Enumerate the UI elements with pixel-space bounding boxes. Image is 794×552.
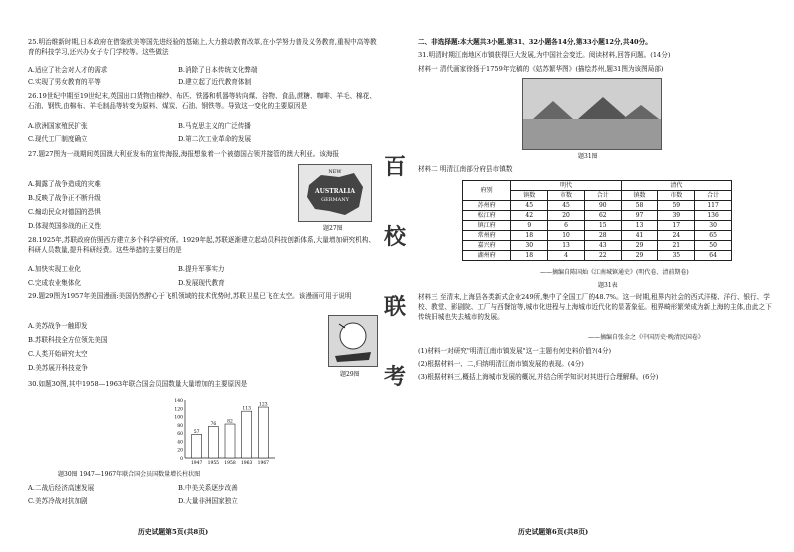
- option: B.提升军事实力: [178, 265, 225, 273]
- q27-options: [28, 180, 228, 232]
- table-cell: 13: [621, 221, 658, 231]
- table-subheader-cell: 镇数: [511, 191, 548, 201]
- table-subheader-cell: 市数: [548, 191, 585, 201]
- table-cell: 39: [658, 211, 695, 221]
- map-label: AUSTRALIA: [314, 188, 356, 195]
- table-subheader-cell: 市数: [658, 191, 695, 201]
- table-row: [463, 201, 732, 211]
- table-cell: 20: [548, 211, 585, 221]
- q29-caption: 题29图: [340, 371, 360, 378]
- table-row: [463, 231, 732, 241]
- y-tick-label: 100: [174, 415, 183, 421]
- banner-char: 校: [384, 225, 407, 250]
- table-cell: 镇江府: [463, 221, 511, 231]
- table-cell: 42: [511, 211, 548, 221]
- q26-options: [28, 122, 328, 132]
- option: A.适应了社会对人才的需求: [28, 66, 108, 74]
- un-members-bar-chart: [163, 392, 283, 468]
- bar: [225, 424, 235, 458]
- table-cell: 松江府: [463, 211, 511, 221]
- q25-stem: 25.明治维新时期,日本政府在借鉴欧美等国先进经验的基础上,大力推动教育改革,在小学努力普及义务教育,重视中高等教育的科技学习,还兴办女子专门学校等。这些做法: [28, 38, 377, 56]
- table-row: [463, 251, 732, 261]
- bar: [208, 427, 218, 458]
- option: C.煽动民众对德国的恐惧: [28, 207, 101, 216]
- table-cell: 18: [511, 231, 548, 241]
- table-cell: 29: [621, 251, 658, 261]
- q30-stem: 30.如题30图,其中1958—1963年联合国会员国数量大量增加的主要原因是: [28, 380, 248, 388]
- table-cell: 30: [695, 221, 732, 231]
- material-one: 材料一 清代画家徐扬于1759年完稿的《姑苏繁华图》(描绘苏州,题31图为该图局部): [418, 65, 664, 73]
- q26-stem: 26.19世纪中期至19世纪末,英国出口货物由棉纱、布匹、铁器和机器等转向煤、谷物、食品,蔗糖、咖啡、羊毛、棉花、石油、钢铁,由棉布、羊毛制品等转变为原料、煤炭、石油、钢铁等。导致这一变化的主要原因是: [28, 92, 376, 110]
- q31-figure-caption: 题31图: [578, 153, 598, 160]
- material-two-source: ——摘编自陈国灿《江南城镇通史》(明代卷、清前期卷): [540, 269, 689, 276]
- table-cell: 59: [658, 201, 695, 211]
- y-tick-label: 0: [180, 457, 183, 462]
- bar: [242, 411, 252, 458]
- data-label: 82: [227, 419, 233, 425]
- table-cell: 136: [695, 211, 732, 221]
- option: B.马克思主义的广泛传播: [178, 122, 251, 130]
- table-row: [463, 241, 732, 251]
- table-cell: 15: [584, 221, 621, 231]
- option: B.中美关系逐步改善: [178, 484, 238, 492]
- table-header-cell: 清代: [621, 181, 731, 191]
- data-label: 57: [193, 429, 200, 435]
- option: A.欧洲国家殖民扩张: [28, 122, 88, 130]
- q30-options: [28, 484, 328, 494]
- sub-question-1: (1)材料一对研究"明清江南市镇发展"这一主题有何史料价值?(4分): [418, 347, 612, 355]
- table-cell: 22: [584, 251, 621, 261]
- data-label: 113: [242, 406, 251, 412]
- material-two: 材料二 明清江南部分府县市镇数: [418, 165, 513, 173]
- y-tick-label: 40: [177, 440, 183, 446]
- satellite-cartoon-icon: [329, 316, 377, 366]
- table-subheader-cell: 镇数: [621, 191, 658, 201]
- table-cell: 18: [511, 251, 548, 261]
- y-tick-label: 60: [177, 432, 183, 438]
- map-label: GERMANY: [321, 197, 349, 203]
- table-cell: 10: [548, 231, 585, 241]
- table-cell: 6: [548, 221, 585, 231]
- material-three: 材料三 至清末,上海县各类新式企业249所,集中了全国工厂的48.7%。这一时期,租界内社会的西式洋楼、洋行、银行、学校、教堂、影剧院、工厂与西餐馆等,城市化进程与上海城市近代化的显著象征。租界畸形繁荣成为新上海的主体,由此之下传统旧城也失去城市的发展。: [418, 293, 772, 321]
- table-cell: 28: [584, 231, 621, 241]
- table-subheader-cell: 合计: [695, 191, 732, 201]
- table-cell: 35: [658, 251, 695, 261]
- table-body: [463, 201, 732, 261]
- table-cell: 45: [511, 201, 548, 211]
- option: B.消除了日本传统文化弊端: [178, 66, 258, 74]
- city-scene-icon: [523, 79, 661, 149]
- table-cell: 4: [548, 251, 585, 261]
- table-cell: 97: [621, 211, 658, 221]
- table-cell: 117: [695, 201, 732, 211]
- table-cell: 58: [621, 201, 658, 211]
- table-cell: 43: [584, 241, 621, 251]
- table-row: [463, 221, 732, 231]
- option: B.反映了战争正不断升级: [28, 193, 101, 202]
- option: A.美苏战争一触即发: [28, 322, 88, 330]
- q25-options: [28, 78, 328, 88]
- option: D.发展现代教育: [178, 279, 225, 287]
- q25-options: [28, 66, 328, 76]
- right-page: [418, 0, 776, 552]
- q27-stem: 27.题27图为一战期间英国澳大利亚发布的宣传海报,海报想象着一个被德国占领并接管的澳大利亚。该海报: [28, 150, 340, 158]
- left-page-footer: 历史试题第5页(共8页): [138, 528, 209, 536]
- option: C.人类开始研究太空: [28, 349, 88, 358]
- q28-options: [28, 265, 328, 275]
- table-subheader-cell: 合计: [584, 191, 621, 201]
- table-cell: 62: [584, 211, 621, 221]
- y-tick-label: 80: [177, 423, 183, 429]
- australia-map-icon: [299, 165, 371, 221]
- option: A.加快实现工业化: [28, 265, 82, 273]
- option: B.苏联科技全方位领先美国: [28, 335, 108, 344]
- data-label: 123: [259, 402, 268, 408]
- y-tick-label: 120: [174, 407, 183, 413]
- banner-char: 考: [384, 365, 407, 390]
- x-tick-label: 1958: [224, 461, 236, 466]
- x-tick-label: 1955: [207, 461, 220, 466]
- table-header-cell: 明代: [511, 181, 621, 191]
- q29-options: [28, 322, 278, 374]
- table-cell: 苏州府: [463, 201, 511, 211]
- table-cell: 29: [621, 241, 658, 251]
- table-header-row: [463, 181, 732, 191]
- q28-options: [28, 279, 328, 289]
- table-cell: 13: [548, 241, 585, 251]
- map-label: NEW: [328, 169, 342, 175]
- bar: [258, 407, 268, 458]
- table-cell: 41: [621, 231, 658, 241]
- q27-caption: 题27图: [323, 225, 343, 232]
- q30-caption: 题30图 1947—1967年联合国会员国数量增长柱状图: [58, 471, 201, 478]
- painting-image: [522, 78, 662, 150]
- table-cell: 湖州府: [463, 251, 511, 261]
- option: D.美苏展开科技竞争: [28, 363, 88, 372]
- material-three-source: ——摘编自张金之《中国历史·晚清民国卷》: [588, 334, 704, 341]
- table-cell: 常州府: [463, 231, 511, 241]
- table-cell: 24: [658, 231, 695, 241]
- option: A.二战后经济高速发展: [28, 484, 95, 492]
- q30-options: [28, 497, 328, 507]
- x-tick-label: 1963: [240, 461, 253, 466]
- banner-char: 联: [384, 295, 407, 320]
- data-label: 76: [210, 422, 217, 428]
- table-cell: 30: [511, 241, 548, 251]
- option: D.建立起了近代教育体制: [178, 78, 252, 86]
- left-page: [28, 0, 380, 552]
- table-cell: 64: [695, 251, 732, 261]
- table-row: [463, 211, 732, 221]
- q31-table-caption: 题31表: [598, 282, 618, 289]
- y-tick-label: 20: [177, 448, 183, 454]
- option: D.大量非洲国家独立: [178, 497, 238, 505]
- market-town-table: [462, 180, 732, 261]
- right-page-footer: 历史试题第6页(共8页): [518, 528, 589, 536]
- y-tick-label: 140: [174, 399, 183, 404]
- table-header-cell: 府别: [463, 181, 511, 201]
- table-cell: 50: [695, 241, 732, 251]
- option: C.实现了男女教育的平等: [28, 78, 101, 86]
- table-cell: 90: [584, 201, 621, 211]
- table-cell: 嘉兴府: [463, 241, 511, 251]
- q26-options: [28, 135, 328, 145]
- table-cell: 17: [658, 221, 695, 231]
- q29-stem: 29.题29图为1957年美国漫画:美国仍然醉心于飞机领域的技术优势时,苏联卫星已飞在太空。该漫画可用于说明: [28, 292, 352, 300]
- section-heading: 二、非选择题:本大题共3小题,第31、32小题各14分,第33小题12分,共40分。: [418, 38, 652, 46]
- option: A.揭露了战争造成的灾难: [28, 180, 101, 188]
- q31-stem: 31.明清时期江南地区市镇获得巨大发展,为中国社会变迁。阅读材料,回答问题。(14分): [418, 51, 671, 59]
- option: C.现代工厂制度确立: [28, 135, 88, 143]
- x-tick-label: 1967: [257, 461, 270, 466]
- banner-char: 百: [384, 155, 407, 180]
- option: C.美苏冷战对抗加剧: [28, 497, 88, 505]
- q28-stem: 28.1925年,苏联政府仿照西方建立多个科学研究所。1929年起,苏联逐渐建立起动员科技创新体系,大量增加研究机构、科研人员数量,提升科研经费。这些举措的主要目的是: [28, 236, 376, 254]
- option: C.完成农业集体化: [28, 279, 82, 287]
- x-tick-label: 1947: [190, 461, 203, 466]
- union-exam-banner: [380, 40, 412, 510]
- sub-question-3: (3)根据材料三,概括上海城市发展的概况,并结合所学知识对其进行合理解释。(6分): [418, 373, 659, 381]
- bar: [192, 434, 202, 458]
- cartoon-image: [328, 315, 378, 367]
- table-cell: 65: [695, 231, 732, 241]
- option: D.体现英国参战的正义性: [28, 221, 102, 230]
- poster-image: [298, 164, 372, 222]
- table-cell: 45: [548, 201, 585, 211]
- table-cell: 9: [511, 221, 548, 231]
- table-cell: 21: [658, 241, 695, 251]
- sub-question-2: (2)根据材料一、二,归纳明清江南市镇发展的表现。(4分): [418, 360, 584, 368]
- option: D.第二次工业革命的发展: [178, 135, 252, 143]
